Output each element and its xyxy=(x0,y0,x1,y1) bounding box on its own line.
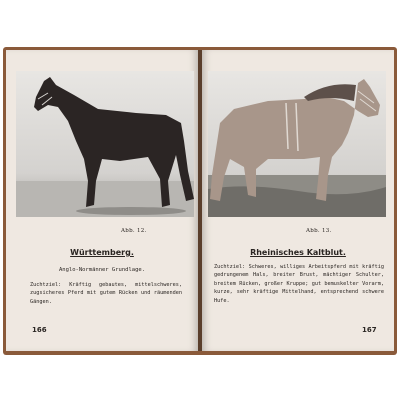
breed-heading: Württemberg. xyxy=(70,248,134,257)
figure-caption: Abb. 13. xyxy=(306,228,332,234)
dark-horse-image xyxy=(16,71,194,217)
page-number: 167 xyxy=(362,326,377,334)
breeding-goal-text: Zuchtziel: Schweres, williges Arbeitspferd mit kräftig gedrungenem Hals, breiter Brust, mächtiger Schulter, breitem Rücken, großer Kruppe; gut bemuskelter Vorarm, kurze, sehr kräftige Mittelhand, entsprechend schwere Hufe. xyxy=(214,264,384,304)
book xyxy=(3,47,397,355)
horse-photo-wuerttemberg xyxy=(16,71,194,217)
left-page xyxy=(6,50,198,351)
breed-subheading: Anglo-Normänner Grundlage. xyxy=(58,267,146,273)
breed-heading: Rheinisches Kaltblut. xyxy=(250,248,346,257)
page-number: 166 xyxy=(32,326,47,334)
breeding-goal-text: Zuchtziel: Kräftig gebautes, mittelschweres, zugsicheres Pferd mit gutem Rücken und räumenden Gängen. xyxy=(30,282,182,305)
right-page xyxy=(202,50,394,351)
horse-photo-rheinisch xyxy=(208,71,386,217)
figure-caption: Abb. 12. xyxy=(121,228,147,234)
draft-horse-image xyxy=(208,71,386,217)
